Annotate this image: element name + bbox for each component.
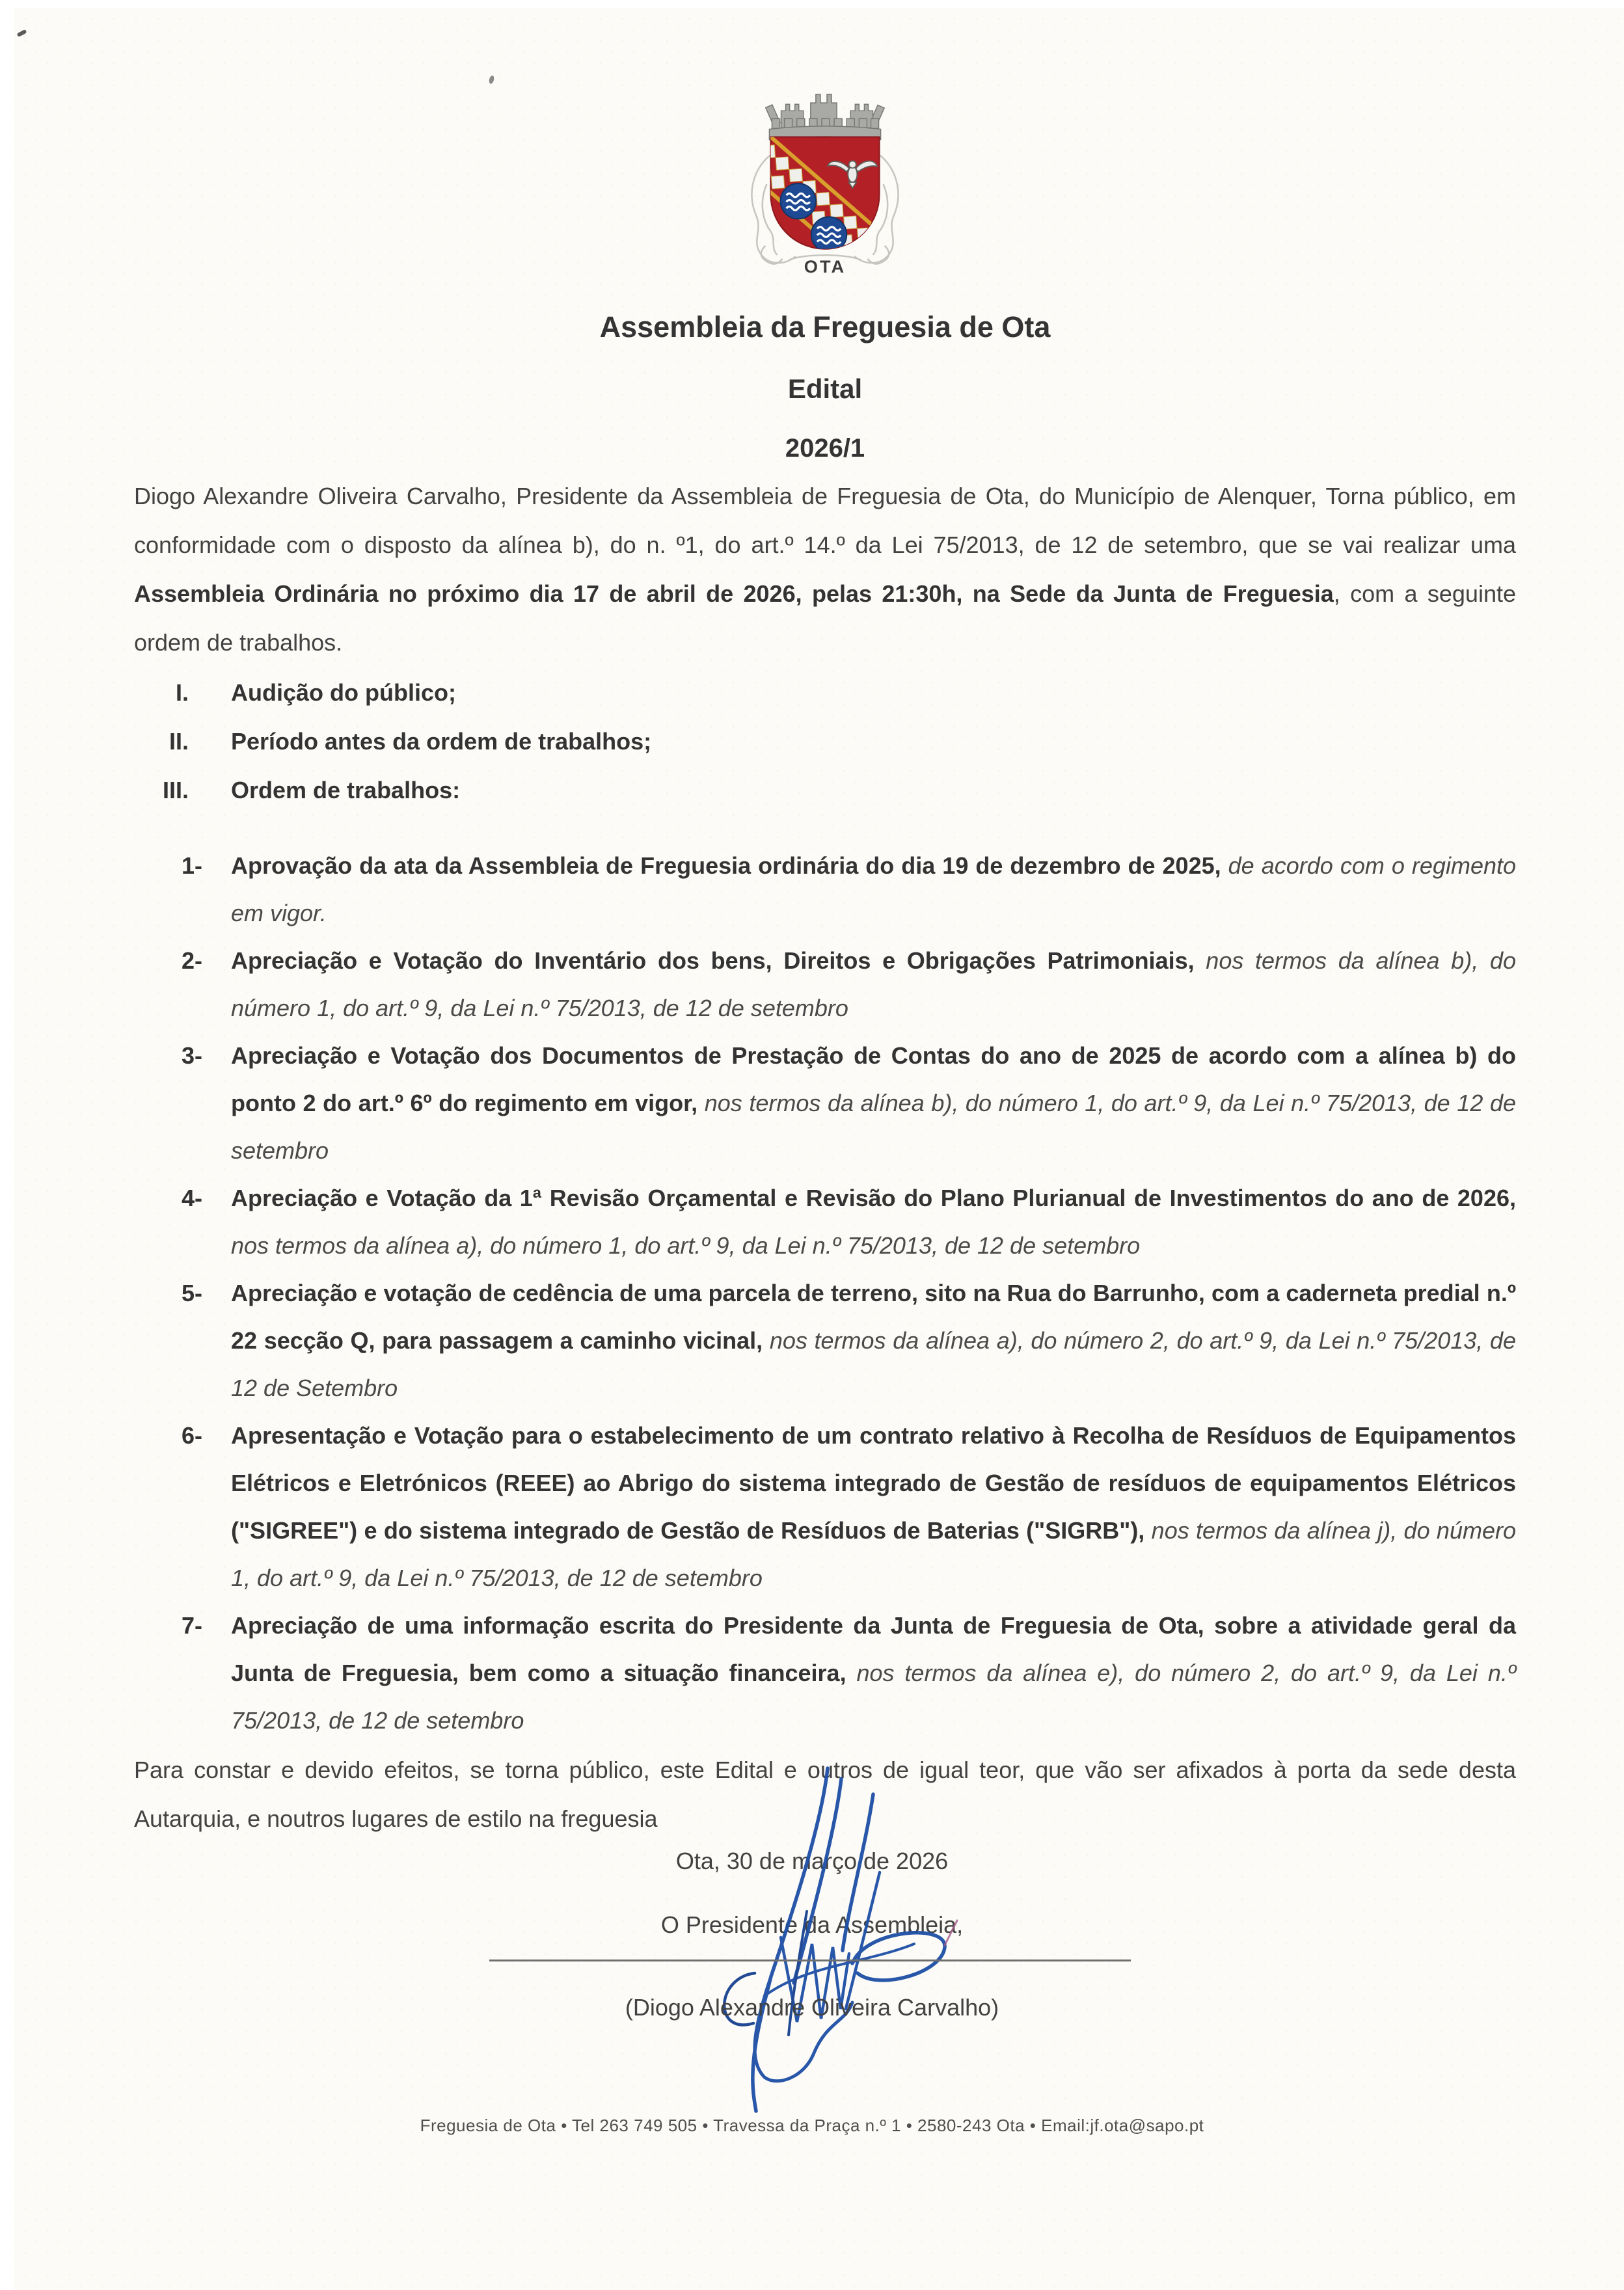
document-footer: Freguesia de Ota • Tel 263 749 505 • Travessa da Praça n.º 1 • 2580-243 Ota • Email:jf.ota@sapo.pt [420, 2116, 1204, 2135]
agenda-item-legal-ref: nos termos da alínea b), do número 1, do art.º 9, da Lei n.º 75/2013, de 12 de setembro [231, 1090, 1516, 1164]
wavy-roundel [781, 183, 816, 219]
agenda-item-bold: Apreciação e Votação da 1ª Revisão Orçamental e Revisão do Plano Plurianual de Investimentos do ano de 2026, [231, 1185, 1516, 1211]
agenda-item-text [231, 1269, 1516, 1412]
agenda-item-text [231, 1602, 1516, 1744]
coat-of-arms-wrap [134, 0, 1516, 276]
agenda-item-bold: Apreciação de uma informação escrita do Presidente da Junta de Freguesia de Ota, sobre a atividade geral da Junta de Freguesia, bem como a situação financeira, [231, 1612, 1516, 1686]
agenda-item-text [231, 842, 1516, 937]
signature-line [489, 1960, 1131, 1961]
agenda-item-legal-ref: nos termos da alínea a), do número 2, do art.º 9, da Lei n.º 75/2013, de 12 de Setembro [231, 1327, 1516, 1401]
agenda-item-number: 3- [182, 1042, 203, 1069]
section-label: Período antes da ordem de trabalhos; [231, 728, 652, 755]
agenda-item-number: 6- [182, 1422, 203, 1449]
agenda-item-bold: Apreciação e Votação dos Documentos de Prestação de Contas do ano de 2025 de acordo com a alínea b) do ponto 2 do art.º 6º do regimento em vigor, [231, 1042, 1516, 1116]
intro-text: Diogo Alexandre Oliveira Carvalho, Presidente da Assembleia de Freguesia de Ota, do Município de Alenquer, Torna público, em conformidade com o disposto da alínea b), do n. º1, do art.º 14.º da Lei 75/2013, de 12 de setembro, que se vai realizar uma [134, 483, 1516, 558]
section-numeral: II. [169, 728, 189, 755]
agenda-item [134, 1412, 1516, 1602]
agenda-item-number: 7- [182, 1612, 203, 1639]
agenda-section [134, 668, 1516, 717]
signer-role-line: O Presidente da Assembleia, [660, 1911, 964, 1938]
agenda-item-legal-ref: nos termos da alínea a), do número 1, do art.º 9, da Lei n.º 75/2013, de 12 de setembro [231, 1232, 1141, 1259]
agenda-item [134, 842, 1516, 937]
closing-paragraph: Para constar e devido efeitos, se torna público, este Edital e outros de igual teor, que vão ser afixados à porta da sede desta Autarquia, e noutros lugares de estilo na freguesia [134, 1757, 1516, 1832]
emblem-label: OTA [804, 256, 846, 276]
intro-bold-text: Assembleia Ordinária no próximo dia 17 de abril de 2026, pelas 21:30h, na Sede da Junta de Freguesia [134, 580, 1334, 607]
agenda-item-text [231, 1412, 1516, 1602]
agenda-item-number: 1- [182, 852, 203, 879]
agenda-item-text [231, 1032, 1516, 1174]
organization-title: Assembleia da Freguesia de Ota [599, 310, 1051, 344]
signer-name-line: (Diogo Alexandre Oliveira Carvalho) [625, 1994, 999, 2021]
section-numeral: I. [175, 679, 189, 706]
document-number: 2026/1 [785, 434, 865, 463]
place-date-line: Ota, 30 de março de 2026 [675, 1848, 949, 1874]
agenda-sections-list [134, 668, 1516, 815]
agenda-item-number: 5- [182, 1280, 203, 1306]
agenda-section [134, 717, 1516, 766]
agenda-item-text [231, 937, 1516, 1032]
agenda-item-legal-ref: nos termos da alínea b), do número 1, do art.º 9, da Lei n.º 75/2013, de 12 de setembro [231, 947, 1516, 1021]
ota-coat-of-arms-icon [737, 86, 914, 276]
section-label: Ordem de trabalhos: [231, 777, 461, 803]
agenda-section [134, 766, 1516, 815]
agenda-item [134, 1174, 1516, 1269]
agenda-item [134, 1032, 1516, 1174]
agenda-item-legal-ref: nos termos da alínea j), do número 1, do art.º 9, da Lei n.º 75/2013, de 12 de setembro [231, 1517, 1516, 1591]
document-type-title: Edital [787, 373, 863, 404]
agenda-item [134, 1602, 1516, 1744]
agenda-item-number: 2- [182, 947, 203, 974]
intro-paragraph [134, 472, 1516, 667]
agenda-item-bold: Aprovação da ata da Assembleia de Freguesia ordinária do dia 19 de dezembro de 2025, [231, 852, 1221, 879]
mural-crown [766, 94, 885, 139]
agenda-item [134, 937, 1516, 1032]
agenda-item-bold: Apreciação e Votação do Inventário dos bens, Direitos e Obrigações Patrimoniais, [231, 947, 1195, 974]
agenda-item-legal-ref: nos termos da alínea e), do número 2, do art.º 9, da Lei n.º 75/2013, de 12 de setembro [231, 1660, 1516, 1734]
handwritten-signature [651, 1749, 963, 2120]
agenda-item-bold: Apresentação e Votação para o estabelecimento de um contrato relativo à Recolha de Resíduos de Equipamentos Elétricos e Eletrónicos (REEE) ao Abrigo do sistema integrado de Gestão de resíduos de equipamentos Elétricos ("SIGREE") e do sistema integrado de Gestão de Resíduos de Baterias ("SIGRB"), [231, 1422, 1516, 1544]
agenda-items-list [134, 842, 1516, 1744]
agenda-item-bold: Apreciação e votação de cedência de uma parcela de terreno, sito na Rua do Barrunho, com a caderneta predial n.º 22 secção Q, para passagem a caminho vicinal, [231, 1280, 1516, 1354]
section-numeral: III. [162, 777, 189, 803]
intro-text-after: , com a seguinte ordem de trabalhos. [134, 580, 1516, 656]
section-label: Audição do público; [231, 679, 456, 706]
agenda-item [134, 1269, 1516, 1412]
agenda-item-number: 4- [182, 1185, 203, 1211]
agenda-item-text [231, 1174, 1516, 1269]
agenda-item-legal-ref: de acordo com o regimento em vigor. [231, 852, 1517, 926]
